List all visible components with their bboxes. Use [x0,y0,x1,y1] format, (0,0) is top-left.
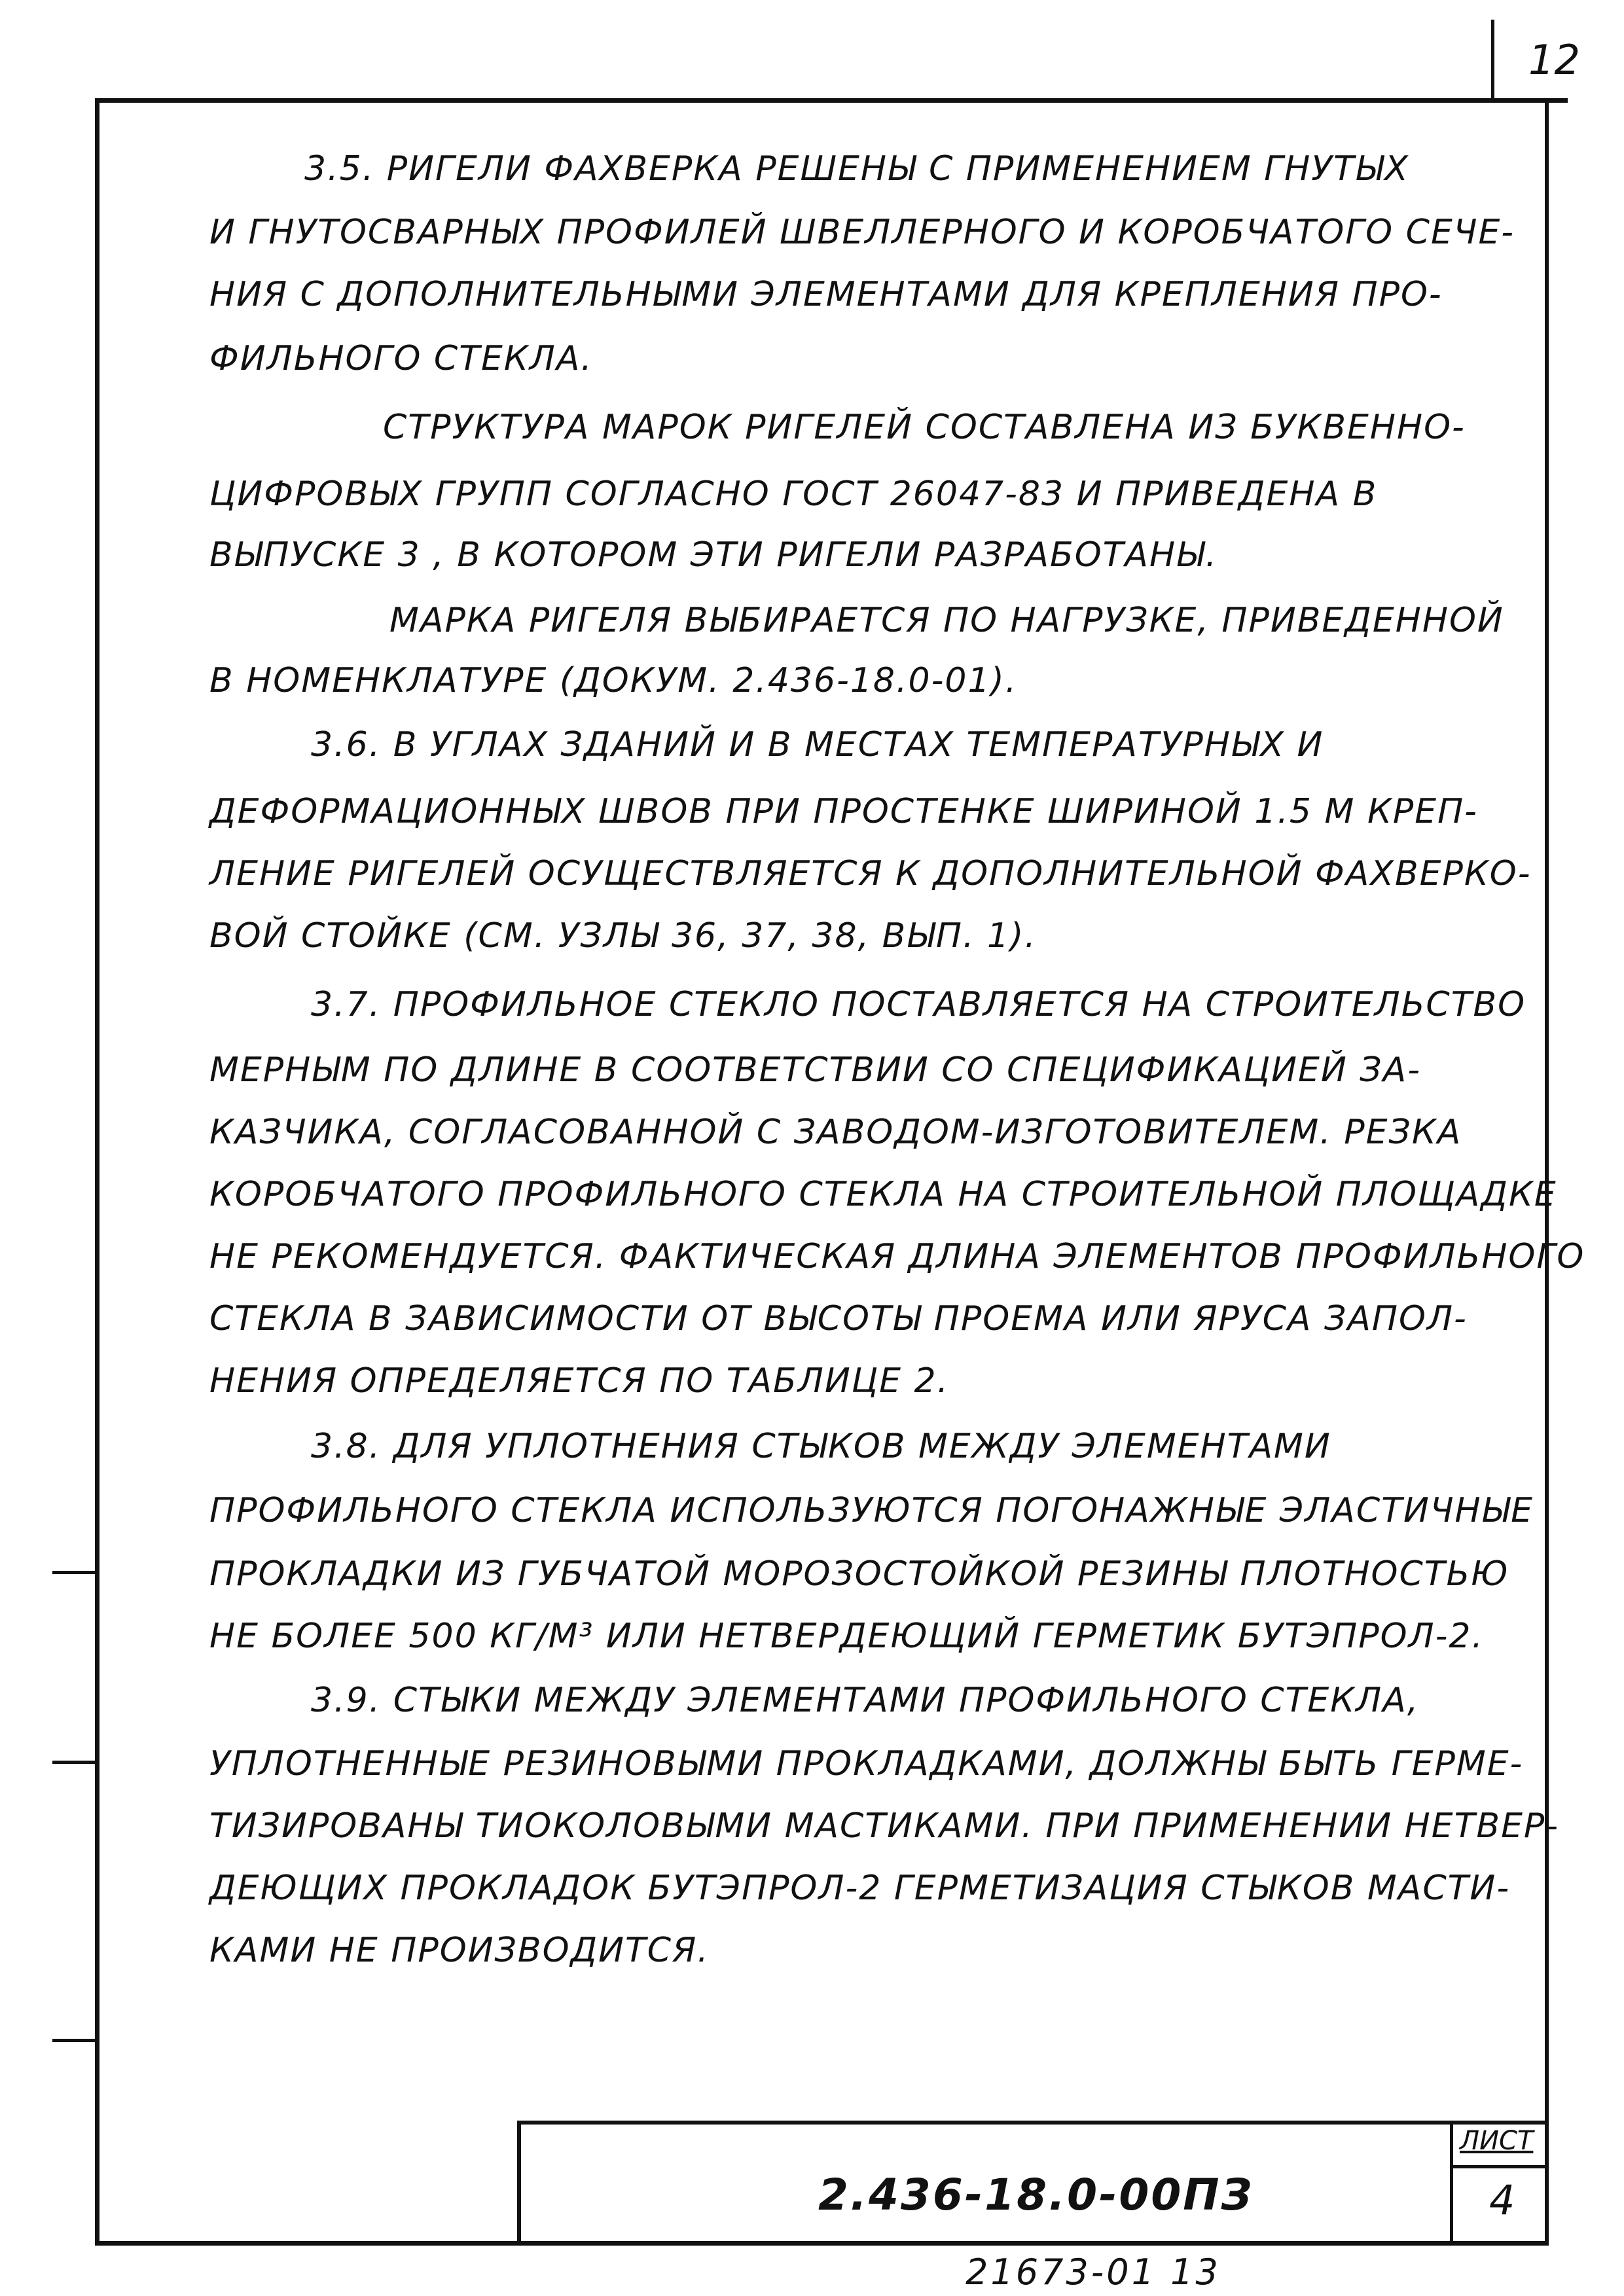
text-line: СТЕКЛА В ЗАВИСИМОСТИ ОТ ВЫСОТЫ ПРОЕМА ИЛИ ЯРУСА ЗАПОЛ- [209,1299,1468,1338]
frame-top-border [95,98,1568,103]
text-line: КОРОБЧАТОГО ПРОФИЛЬНОГО СТЕКЛА НА СТРОИТЕЛЬНОЙ ПЛОЩАДКЕ [209,1175,1557,1214]
sheet-cell-divider [1450,2165,1549,2168]
text-line: НЕНИЯ ОПРЕДЕЛЯЕТСЯ ПО ТАБЛИЦЕ 2. [209,1361,950,1401]
text-line: КАМИ НЕ ПРОИЗВОДИТСЯ. [209,1931,710,1970]
text-line: СТРУКТУРА МАРОК РИГЕЛЕЙ СОСТАВЛЕНА ИЗ БУКВЕННО- [383,408,1466,447]
text-line: ВЫПУСКЕ 3 , В КОТОРОМ ЭТИ РИГЕЛИ РАЗРАБОТАНЫ. [209,535,1218,575]
text-line: 3.7. ПРОФИЛЬНОЕ СТЕКЛО ПОСТАВЛЯЕТСЯ НА СТРОИТЕЛЬСТВО [311,985,1526,1024]
text-line: НЕ БОЛЕЕ 500 КГ/М³ ИЛИ НЕТВЕРДЕЮЩИЙ ГЕРМЕТИК БУТЭПРОЛ-2. [209,1617,1485,1656]
title-block-left-border [517,2121,521,2245]
page-number: 12 [1528,36,1580,84]
text-line: ПРОФИЛЬНОГО СТЕКЛА ИСПОЛЬЗУЮТСЯ ПОГОНАЖНЫЕ ЭЛАСТИЧНЫЕ [209,1491,1534,1530]
sheet-number: 4 [1489,2176,1515,2224]
margin-tick-1 [52,1571,98,1574]
margin-tick-3 [52,2039,98,2042]
text-line: МЕРНЫМ ПО ДЛИНЕ В СООТВЕТСТВИИ СО СПЕЦИФИКАЦИЕЙ ЗА- [209,1050,1421,1090]
sheet-label: ЛИСТ [1460,2126,1534,2156]
text-line: В НОМЕНКЛАТУРЕ (ДОКУМ. 2.436-18.0-01). [209,661,1018,700]
footer-code: 21673-01 13 [965,2251,1221,2293]
text-line: НИЯ С ДОПОЛНИТЕЛЬНЫМИ ЭЛЕМЕНТАМИ ДЛЯ КРЕПЛЕНИЯ ПРО- [209,275,1443,314]
frame-top-tick [1491,20,1494,98]
text-line: 3.9. СТЫКИ МЕЖДУ ЭЛЕМЕНТАМИ ПРОФИЛЬНОГО СТЕКЛА, [311,1681,1420,1720]
text-line: ТИЗИРОВАНЫ ТИОКОЛОВЫМИ МАСТИКАМИ. ПРИ ПРИМЕНЕНИИ НЕТВЕР- [209,1806,1560,1846]
margin-tick-2 [52,1761,98,1764]
text-line: ДЕФОРМАЦИОННЫХ ШВОВ ПРИ ПРОСТЕНКЕ ШИРИНОЙ 1.5 М КРЕП- [209,792,1478,831]
title-block [517,2121,1549,2245]
sheet-cell-left-border [1450,2121,1453,2245]
document-code: 2.436-18.0-00ПЗ [818,2170,1254,2220]
text-line: ЛЕНИЕ РИГЕЛЕЙ ОСУЩЕСТВЛЯЕТСЯ К ДОПОЛНИТЕЛЬНОЙ ФАХВЕРКО- [209,854,1532,893]
title-block-top-border [517,2121,1549,2125]
text-line: 3.6. В УГЛАХ ЗДАНИЙ И В МЕСТАХ ТЕМПЕРАТУРНЫХ И [311,725,1324,764]
frame-left-border [95,98,99,2245]
text-line: УПЛОТНЕННЫЕ РЕЗИНОВЫМИ ПРОКЛАДКАМИ, ДОЛЖНЫ БЫТЬ ГЕРМЕ- [209,1744,1524,1784]
text-line: КАЗЧИКА, СОГЛАСОВАННОЙ С ЗАВОДОМ-ИЗГОТОВИТЕЛЕМ. РЕЗКА [209,1113,1462,1152]
text-line: НЕ РЕКОМЕНДУЕТСЯ. ФАКТИЧЕСКАЯ ДЛИНА ЭЛЕМЕНТОВ ПРОФИЛЬНОГО [209,1237,1585,1276]
text-line: 3.5. РИГЕЛИ ФАХВЕРКА РЕШЕНЫ С ПРИМЕНЕНИЕМ ГНУТЫХ [304,149,1409,188]
frame-right-border [1545,98,1549,2245]
text-line: ВОЙ СТОЙКЕ (СМ. УЗЛЫ 36, 37, 38, ВЫП. 1). [209,916,1037,956]
text-line: ПРОКЛАДКИ ИЗ ГУБЧАТОЙ МОРОЗОСТОЙКОЙ РЕЗИНЫ ПЛОТНОСТЬЮ [209,1554,1509,1594]
text-line: ФИЛЬНОГО СТЕКЛА. [209,339,593,378]
text-line: МАРКА РИГЕЛЯ ВЫБИРАЕТСЯ ПО НАГРУЗКЕ, ПРИВЕДЕННОЙ [389,601,1504,640]
text-line: ЦИФРОВЫХ ГРУПП СОГЛАСНО ГОСТ 26047-83 И ПРИВЕДЕНА В [209,475,1378,514]
text-line: 3.8. ДЛЯ УПЛОТНЕНИЯ СТЫКОВ МЕЖДУ ЭЛЕМЕНТАМИ [311,1427,1331,1466]
text-line: И ГНУТОСВАРНЫХ ПРОФИЛЕЙ ШВЕЛЛЕРНОГО И КОРОБЧАТОГО СЕЧЕ- [209,213,1515,252]
text-line: ДЕЮЩИХ ПРОКЛАДОК БУТЭПРОЛ-2 ГЕРМЕТИЗАЦИЯ СТЫКОВ МАСТИ- [209,1869,1511,1908]
